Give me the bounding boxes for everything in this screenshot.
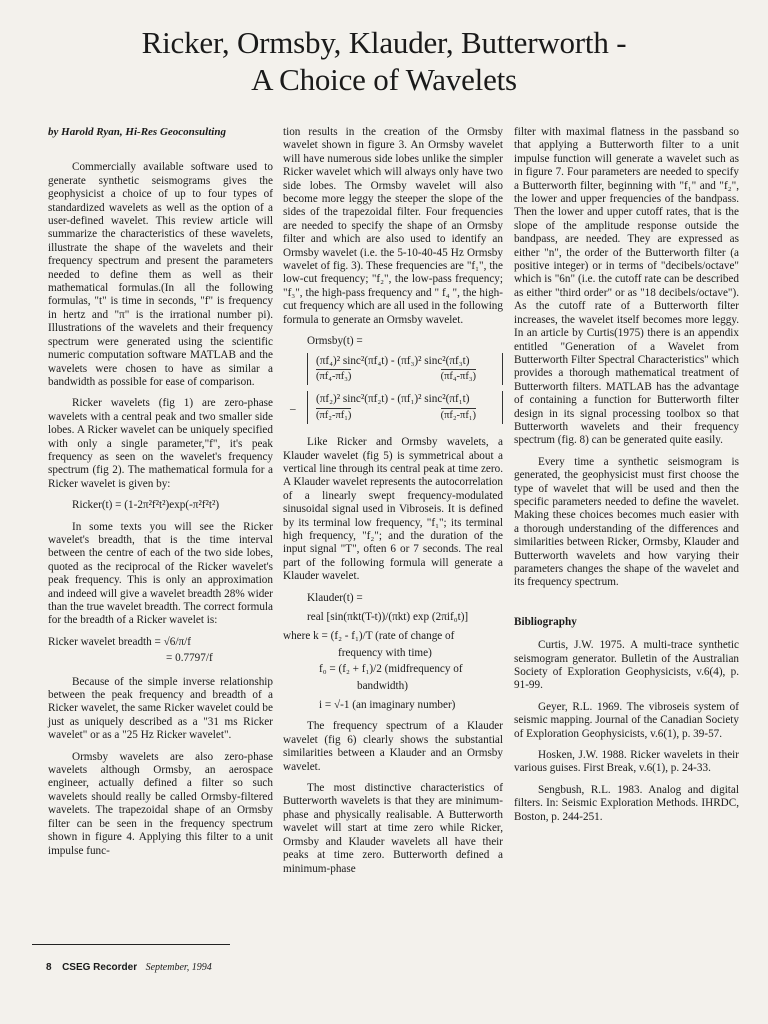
ormsby-term-1	[307, 353, 503, 386]
column-2	[283, 126, 503, 884]
ormsby-term-2-denominator-a: (πf₂-πf₁)	[316, 409, 352, 421]
paragraph-ormsby: tion results in the creation of the Ormsby wavelet shown in figure 3. An Ormsby wavelet will have numerous side lobes unlike the simpler Ricker wavelet which will always only have two side lobes. The Ormsby wavelet will also become more leggy the steeper the slope of the sides of the trapezoidal filter. Four frequencies are needed to specify the shape of an Ormsby filter and which are also used to identify an Ormsby wavelet (i.e. the 5-10-40-45 Hz Ormsby wavelet of fig. 3). These frequencies are "f₁", the low-cut frequency; "f₂", the low-pass frequency; "f₃", the high-pass frequency and " f₄ ", the high-cut frequency which are all used in the following formula to generate an Ormsby wavelet.	[283, 126, 503, 326]
bib-entry: Curtis, J.W. 1975. A multi-trace synthetic seismogram generator. Bulletin of the Australian Society of Exploration Geophysicists, v.6(4), p. 91-99.	[514, 639, 739, 692]
issue-date: September, 1994	[145, 962, 212, 973]
ormsby-term-2-numerator: (πf₂)² sinc²(πf₂t) - (πf₁)² sinc²(πf₁t)	[316, 393, 470, 406]
footer-rule	[32, 944, 230, 945]
footer	[46, 962, 212, 973]
i-line: i = √-1 (an imaginary number)	[319, 699, 456, 712]
column-3	[514, 126, 739, 832]
ormsby-term-2	[290, 391, 503, 424]
byline: by Harold Ryan, Hi-Res Geoconsulting	[48, 126, 226, 138]
paragraph-butterworth: The most distinctive characteristics of Butterworth wavelets is that they are minimum-phase and physically realisable. A Butterworth wavelet will start at time zero while Ricker, Ormsby and Klauder wavelets all have their peaks at time zero. Butterworth defined a minimum-phase	[283, 782, 503, 875]
paragraph-klauder-spectrum: The frequency spectrum of a Klauder wavelet (fig 6) clearly shows the substantial similarities between a Klauder and an Ormsby wavelet.	[283, 720, 503, 773]
bibliography-heading: Bibliography	[514, 615, 577, 628]
title-line-2: A Choice of Wavelets	[251, 62, 517, 97]
paragraph-ricker: Ricker wavelets (fig 1) are zero-phase wavelets with a central peak and two smaller side lobes. A Ricker wavelet can be uniquely specified with only a single parameter,"f", it's peak frequency as seen on the wavelet's frequency spectrum (fig 2). The mathematical formula for a Ricker wavelet is given by:	[48, 397, 273, 490]
paragraph-inverse: Because of the simple inverse relationship between the peak frequency and breadth of a Ricker wavelet, the same Ricker wavelet could be just as uniquely described as a "31 ms Ricker wavelet" or as a "25 Hz Ricker wavelet".	[48, 675, 273, 742]
title-line-1: Ricker, Ormsby, Klauder, Butterworth -	[141, 25, 627, 60]
ricker-formula: Ricker(t) = (1-2π²f²t²)exp(-π²f²t²)	[72, 499, 220, 512]
ormsby-minus: –	[290, 403, 296, 416]
paragraph-ormsby-intro: Ormsby wavelets are also zero-phase wavelets although Ormsby, an aerospace engineer, actually defined a filter so such wavelets should really be called Ormsby-filtered wavelets. The trapezoidal shape of an Ormsby filter can be seen in the frequency spectrum shown in figure 4. Applying this filter to a unit impulse func-	[48, 750, 273, 857]
magazine-name: CSEG Recorder	[62, 962, 138, 973]
ormsby-term-1-numerator: (πf₄)² sinc²(πf₄t) - (πf₃)² sinc²(πf₃t)	[316, 354, 470, 367]
paragraph-butterworth-cont: filter with maximal flatness in the passband so that applying a Butterworth filter to a unit impulse function will generate a wavelet such as in figure 7. Four parameters are needed to specify a Butterworth filter, beginning with "f₁" and "f₂", the lower and upper frequencies of the bandpass. Then the lower and upper cutoff rates, that is the slope of the amplitude response outside the bandpass, are needed. They are expressed as either "n", the order of the Butterworth filter (a positive integer) or in terms of "decibels/octave" which is "6n" (i.e. the cutoff rate can be described as either "third order" or as "18 decibels/octave"). As the cutoff rate of a Butterworth filter increases, the wavelet itself becomes more leggy. In an article by Curtis(1975) there is an appendix entitled "Generation of a Wavelet from Butterworth Filter Spectral Characteristics" which provides a thorough mathematical treatment of Butterworth filters. MATLAB has the advantage of containing a function for Butterworth filter design in its signal processing toolbox so that Butterworth wavelets and their frequency spectrum (fig. 8) can be generated quite easily.	[514, 126, 739, 447]
ormsby-term-1-denominator-b: (πf₄-πf₃)	[440, 370, 476, 382]
ormsby-term-1-denominator-a: (πf₄-πf₃)	[316, 370, 352, 382]
f0-line-2: bandwidth)	[357, 679, 408, 692]
paragraph-conclusion: Every time a synthetic seismogram is generated, the geophysicist must first choose the type of wavelet that will be used and then the specific parameters needed to define the wavelet. Making these choices becomes much easier with a thorough understanding of the differences and similarities between Ricker, Ormsby, Klauder and Butterworth wavelets and how varying their parameters changes the shape of the wavelet and its frequency spectrum.	[514, 455, 739, 589]
bib-entry: Sengbush, R.L. 1983. Analog and digital filters. In: Seismic Exploration Methods. IHRDC, Boston, p. 244-251.	[514, 783, 739, 823]
breadth-formula-1: Ricker wavelet breadth = √6/π/f	[48, 635, 191, 648]
paragraph-intro: Commercially available software used to generate synthetic seismograms gives the geophysicist a choice of up to four types of standardized wavelets as well as the option of a user-defined wavelet. This review article will summarize the characteristics of these wavelets, illustrate the shape of the wavelets and their frequency spectrum and present the parameters needed to define them as well as their mathematical formulas.(In all the following formulas, "t" is time in seconds, "f" is frequency in hertz and "π" is the irrational number pi). Illustrations of the wavelets and their frequency spectrum were generated using the scientific numeric computation software MATLAB and the wavelets were chosen to have as similar a bandwidth as possible for ease of comparison.	[48, 161, 273, 388]
where-k-line-2: frequency with time)	[338, 646, 432, 659]
klauder-formula: real [sin(πkt(T-t))/(πkt) exp (2πif₀t)]	[307, 611, 469, 623]
klauder-label: Klauder(t) =	[307, 591, 363, 604]
paragraph-ricker-breadth: In some texts you will see the Ricker wavelet's breadth, that is the time interval between the centre of each of the two side lobes, quoted as the reciprocal of the Ricker wavelet's peak frequency. This is only an approximation and indeed will give a wavelet breadth 28% wider than the true wavelet breadth. The correct formula for the breadth of a Ricker wavelet is:	[48, 520, 273, 627]
article-title	[0, 24, 768, 98]
bib-entry: Geyer, R.L. 1969. The vibroseis system of seismic mapping. Journal of the Canadian Society of Exploration Geophysicists, v.6(1), p. 39-57.	[514, 700, 739, 740]
ormsby-term-2-denominator-b: (πf₂-πf₁)	[440, 409, 476, 421]
ormsby-label: Ormsby(t) =	[307, 335, 363, 348]
paragraph-klauder: Like Ricker and Ormsby wavelets, a Klauder wavelet (fig 5) is symmetrical about a vertical line through its central peak at time zero. A Klauder wavelet represents the autocorrelation of a linearly swept frequency-modulated sinusoidal signal used in Vibroseis. It is defined by its terminal low frequency, "f₁"; its terminal high frequency, "f₂"; and the duration of the input signal "T", often 6 or 7 seconds. The real part of the following formula will generate a Klauder wavelet.	[283, 436, 503, 583]
where-k-line: where k = (f₂ - f₁)/T (rate of change of	[283, 630, 455, 643]
page-number: 8	[46, 962, 52, 973]
f0-line: f₀ = (f₂ + f₁)/2 (midfrequency of	[319, 663, 463, 676]
bib-entry: Hosken, J.W. 1988. Ricker wavelets in their various guises. First Break, v.6(1), p. 24-33.	[514, 749, 739, 775]
column-1	[48, 126, 273, 866]
breadth-formula-2: = 0.7797/f	[166, 652, 213, 665]
